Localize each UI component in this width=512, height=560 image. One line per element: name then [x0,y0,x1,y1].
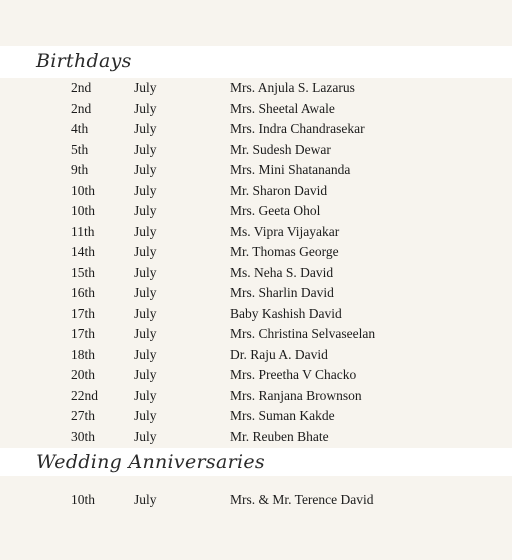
date-month: July [134,162,157,177]
anniversaries-heading: Wedding Anniversaries [36,451,265,473]
date-month: July [134,387,157,403]
date-day: 17th [71,326,96,341]
date-day: 11th [71,223,95,239]
person-name: Mr. Sharon David [230,182,328,198]
birthdays-row [0,427,512,447]
date-day: 5th [71,141,89,157]
date-month: July [134,80,157,95]
date-day: 17th [71,305,96,321]
birthdays-row [0,201,512,221]
birthdays-row [0,406,512,426]
date-month: July [134,141,157,157]
birthdays-row [0,304,512,324]
date-month: July [134,182,157,198]
person-name: Mrs. Preetha V Chacko [230,367,357,382]
person-name: Mrs. Sheetal Awale [230,100,335,116]
date-day: 4th [71,121,89,136]
date-day: 20th [71,367,96,382]
birthdays-row [0,345,512,365]
person-name: Mrs. Mini Shatananda [230,162,351,177]
birthdays-row [0,324,512,344]
date-month: July [134,428,157,444]
date-month: July [134,367,157,382]
birthdays-row [0,119,512,139]
birthdays-row [0,263,512,283]
person-name: Ms. Neha S. David [230,264,334,280]
person-name: Dr. Raju A. David [230,346,328,362]
person-name: Mrs. Ranjana Brownson [230,387,362,403]
date-month: July [134,264,157,280]
date-day: 15th [71,264,96,280]
date-day: 18th [71,346,96,362]
person-name: Mrs. Sharlin David [230,285,334,300]
birthdays-row [0,242,512,262]
birthdays-row [0,386,512,406]
date-day: 22nd [71,387,98,403]
person-name: Mrs. Anjula S. Lazarus [230,80,355,95]
date-month: July [134,346,157,362]
birthdays-row [0,99,512,119]
date-day: 9th [71,162,89,177]
date-day: 30th [71,428,96,444]
person-name: Mrs. Indra Chandrasekar [230,121,365,136]
person-name: Mr. Reuben Bhate [230,428,329,444]
person-name: Mrs. Christina Selvaseelan [230,326,376,341]
date-month: July [134,305,157,321]
date-month: July [134,223,157,239]
date-month: July [134,203,157,218]
date-day: 2nd [71,80,92,95]
date-month: July [134,326,157,341]
birthdays-row [0,222,512,242]
date-month: July [134,100,157,116]
person-name: Mrs. Suman Kakde [230,408,335,423]
date-day: 27th [71,408,96,423]
birthdays-row [0,160,512,180]
date-month: July [134,492,157,507]
date-day: 14th [71,244,96,259]
date-day: 16th [71,285,96,300]
date-month: July [134,285,157,300]
date-day: 10th [71,492,96,507]
date-day: 10th [71,203,96,218]
person-name: Mr. Sudesh Dewar [230,141,331,157]
anniversaries-row [0,490,512,510]
birthdays-row [0,283,512,303]
birthdays-row [0,181,512,201]
person-name: Baby Kashish David [230,305,342,321]
date-month: July [134,244,157,259]
person-name: Mrs. & Mr. Terence David [230,492,374,507]
person-name: Mrs. Geeta Ohol [230,203,321,218]
birthdays-row [0,365,512,385]
birthdays-row [0,78,512,98]
person-name: Mr. Thomas George [230,244,339,259]
person-name: Ms. Vipra Vijayakar [230,223,340,239]
date-month: July [134,121,157,136]
birthdays-row [0,140,512,160]
birthdays-heading: Birthdays [36,50,132,72]
date-month: July [134,408,157,423]
date-day: 10th [71,182,96,198]
date-day: 2nd [71,100,92,116]
